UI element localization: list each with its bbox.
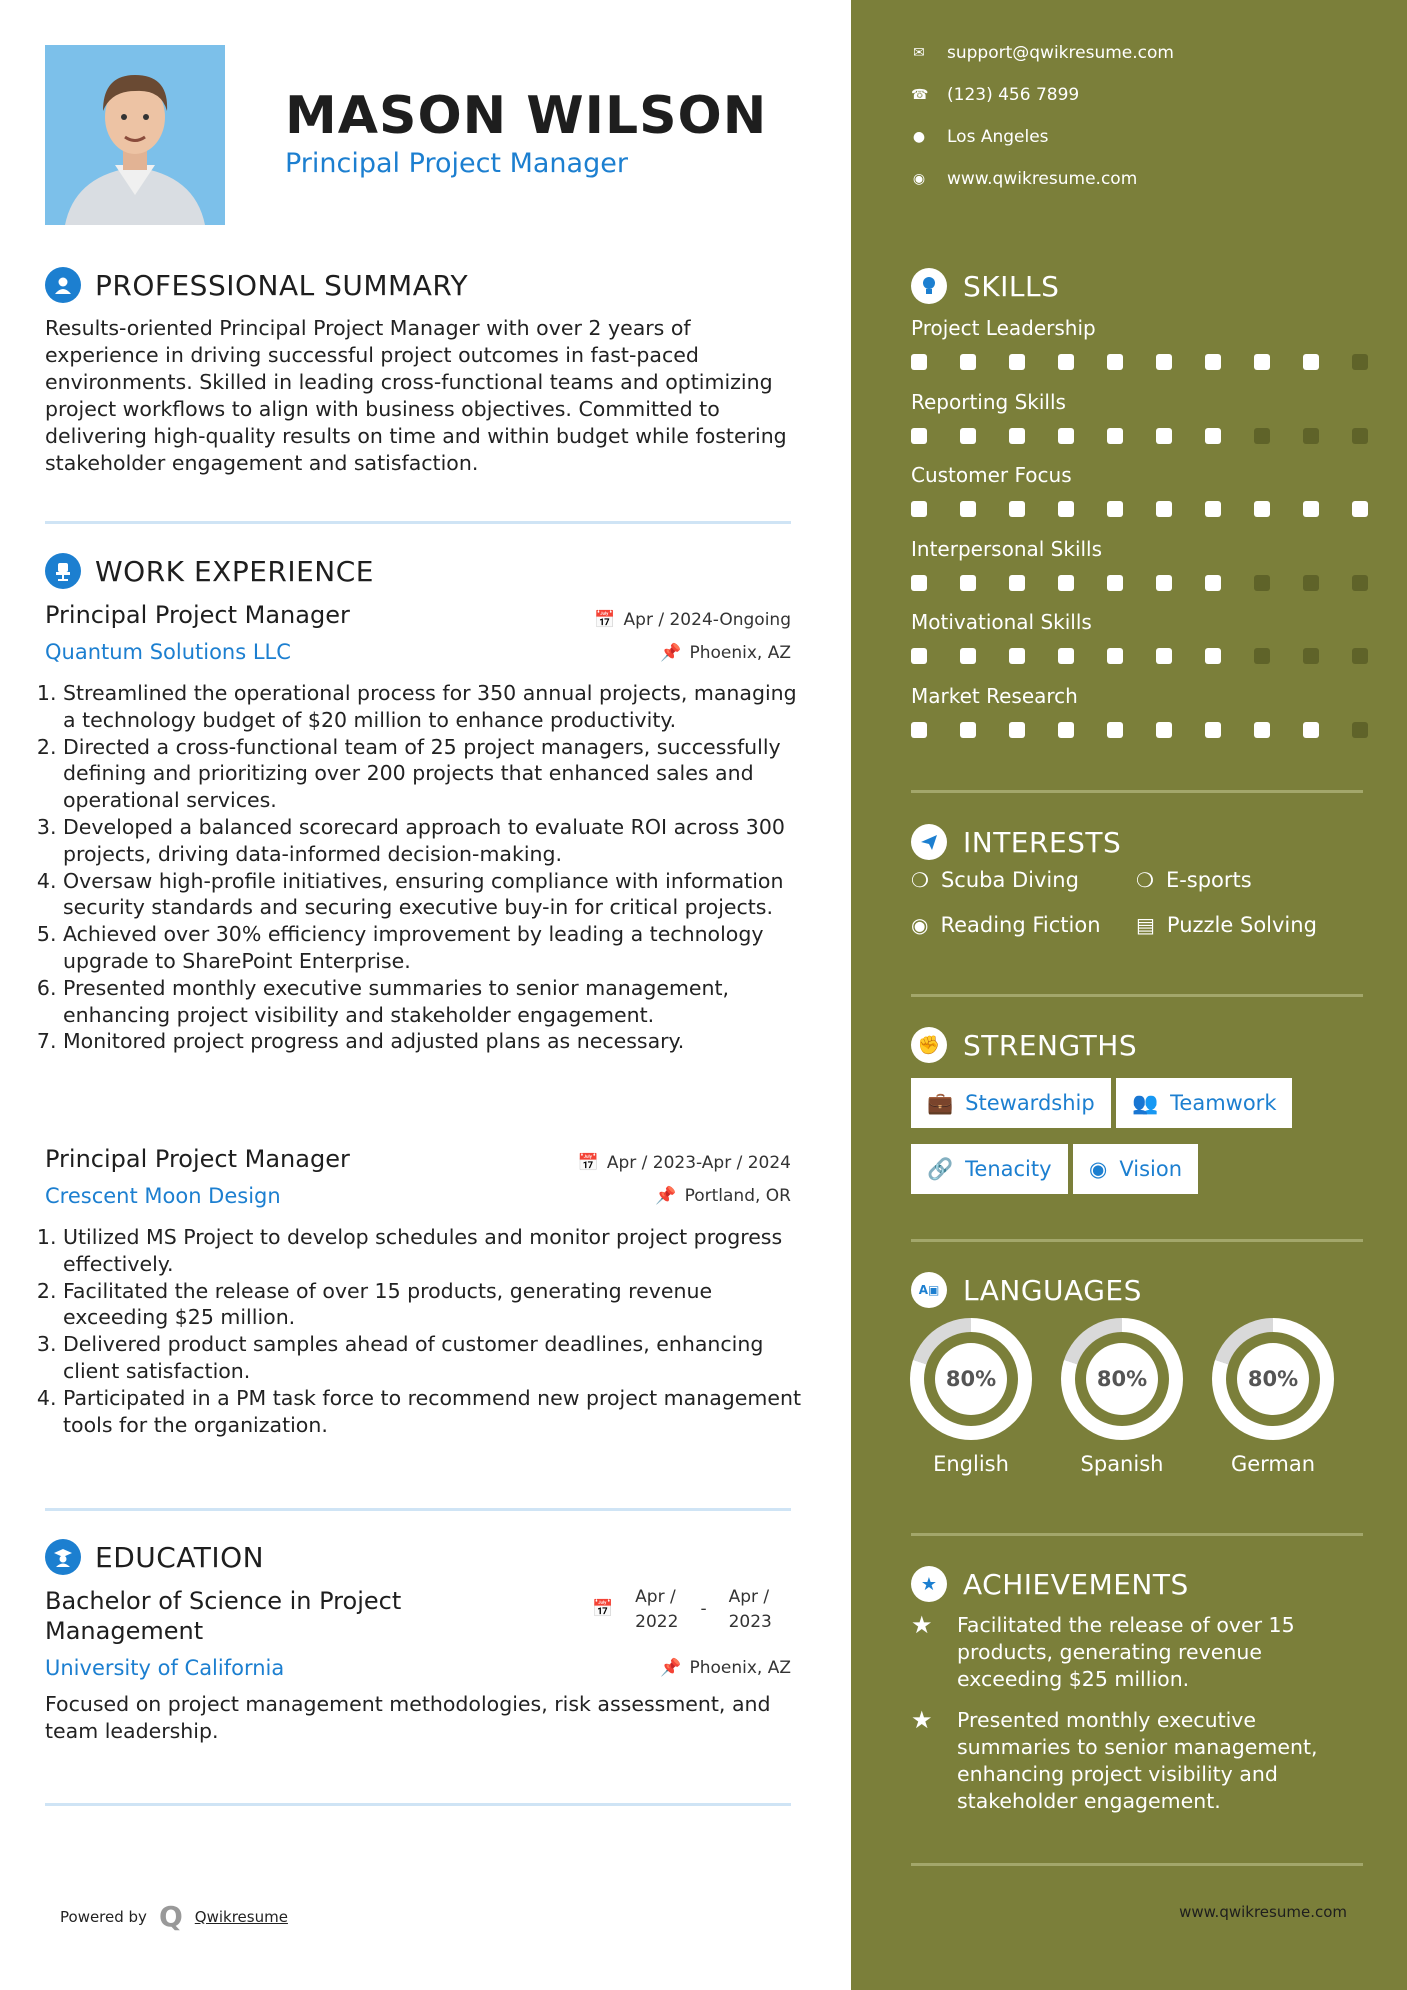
globe-icon: ◉ [912, 171, 926, 187]
achievement-item: ★ Presented monthly executive summaries to senior management, enhancing project visibility and stakeholder engagement. [911, 1706, 1318, 1813]
rating-dot [911, 428, 927, 444]
rating-dot [1009, 722, 1025, 738]
rating-dot [1254, 575, 1270, 591]
strength-chip: ◉ Vision [1073, 1144, 1198, 1194]
envelope-icon: ✉ [913, 45, 925, 61]
paper-plane-icon [911, 824, 947, 860]
interest-item: ❍ E-sports [1136, 868, 1252, 892]
rating-dot [1009, 354, 1025, 370]
rating-dot [960, 354, 976, 370]
rating-dot [1352, 428, 1368, 444]
rating-dot [911, 648, 927, 664]
rating-dot [1205, 354, 1221, 370]
summary-heading [45, 267, 468, 303]
rating-dot [1156, 575, 1172, 591]
rating-dot [1303, 722, 1319, 738]
avatar-icon [45, 45, 225, 225]
calendar-icon: 📅 [592, 1599, 614, 1619]
lightbulb-icon [911, 268, 947, 304]
language-item: 80% German [1212, 1318, 1334, 1476]
users-icon: 👥 [1132, 1090, 1159, 1115]
rating-dot [1303, 501, 1319, 517]
link-icon: 🔗 [927, 1156, 954, 1181]
divider [45, 1508, 791, 1511]
company-name: Crescent Moon Design [45, 1184, 281, 1208]
skill-label: Market Research [911, 683, 1078, 708]
translate-icon: A▣ [911, 1272, 947, 1308]
experience-heading [45, 553, 374, 589]
skill-rating [911, 575, 1368, 591]
rating-dot [1205, 501, 1221, 517]
lifebuoy-icon: ❍ [911, 868, 929, 892]
rating-dot [960, 722, 976, 738]
lifebuoy-icon: ❍ [1136, 868, 1154, 892]
strengths-title: STRENGTHS [963, 1028, 1138, 1062]
rating-dot [1009, 648, 1025, 664]
rating-dot [1009, 428, 1025, 444]
skill-label: Project Leadership [911, 316, 1096, 340]
rating-dot [960, 648, 976, 664]
powered-by: Powered by Q Qwikresume [60, 1900, 288, 1933]
graduate-icon [45, 1539, 81, 1575]
rating-dot [1205, 428, 1221, 444]
rating-dot [1156, 428, 1172, 444]
job-location: 📌 Phoenix, AZ [660, 643, 791, 663]
list-item: 1. Utilized MS Project to develop schedules and monitor project progress effectively. [63, 1224, 805, 1278]
skills-title: SKILLS [963, 269, 1060, 303]
skill-label: Reporting Skills [911, 389, 1066, 414]
list-item: 2. Facilitated the release of over 15 products, generating revenue exceeding $25 million. [63, 1278, 805, 1332]
list-item: 7. Monitored project progress and adjusted plans as necessary. [63, 1028, 805, 1055]
rating-dot [1058, 428, 1074, 444]
education-dates: 📅 Apr / 2022 - Apr / 2023 [592, 1585, 772, 1635]
school-name: University of California [45, 1656, 285, 1680]
skill-rating [911, 428, 1368, 444]
experience-title: WORK EXPERIENCE [95, 554, 374, 588]
rating-dot [911, 501, 927, 517]
rating-dot [1058, 722, 1074, 738]
pin-icon: 📌 [655, 1186, 677, 1206]
rating-dot [1254, 501, 1270, 517]
divider [45, 521, 791, 524]
divider [45, 1803, 791, 1806]
list-item: 4. Oversaw high-profile initiatives, ensuring compliance with information security standards and securing executive buy-in for critical projects. [63, 868, 805, 922]
rating-dot [960, 501, 976, 517]
education-location: 📌 Phoenix, AZ [660, 1658, 791, 1678]
rating-dot [1156, 354, 1172, 370]
fist-icon: ✊ [911, 1027, 947, 1063]
rating-dot [1205, 648, 1221, 664]
list-item: 3. Delivered product samples ahead of customer deadlines, enhancing client satisfaction. [63, 1331, 805, 1385]
calendar-icon: 📅 [577, 1153, 599, 1173]
rating-dot [1107, 722, 1123, 738]
star-icon: ★ [911, 1611, 933, 1639]
rating-dot [1254, 722, 1270, 738]
book-icon: ▤ [1136, 913, 1155, 937]
summary-text: Results-oriented Principal Project Manager with over 2 years of experience in driving successful project outcomes in fast-paced environments. Skilled in leading cross-functional teams and optimizing project workflows to align with business objectives. Committed to delivering high-quality results on time and within budget while fostering stakeholder engagement and satisfaction. [45, 316, 787, 475]
strength-chip: 🔗 Tenacity [911, 1144, 1068, 1194]
education-heading [45, 1539, 264, 1575]
skill-rating [911, 648, 1368, 664]
list-item: 2. Directed a cross-functional team of 25 project managers, successfully defining and prioritizing over 200 projects that enhanced sales and operational services. [63, 734, 805, 814]
profile-photo [45, 45, 225, 225]
skill-label: Customer Focus [911, 463, 1072, 487]
rating-dot [1352, 648, 1368, 664]
rating-dot [1107, 428, 1123, 444]
pin-icon: 📌 [660, 1658, 682, 1678]
rating-dot [1352, 722, 1368, 738]
job-dates: 📅 Apr / 2023-Apr / 2024 [577, 1153, 791, 1173]
list-item: 5. Achieved over 30% efficiency improvement by leading a technology upgrade to SharePoint Enterprise. [63, 921, 805, 975]
interest-item: ◉ Reading Fiction [911, 913, 1101, 937]
rating-dot [1009, 575, 1025, 591]
skill-rating [911, 501, 1368, 517]
interests-heading [911, 824, 1121, 860]
divider [911, 1239, 1363, 1242]
office-chair-icon [45, 553, 81, 589]
rating-dot [1352, 575, 1368, 591]
list-item: 4. Participated in a PM task force to recommend new project management tools for the organization. [63, 1385, 805, 1439]
strength-chip: 💼 Stewardship [911, 1078, 1111, 1128]
gamepad-icon: ◉ [911, 913, 929, 937]
divider [911, 1533, 1363, 1536]
phone-icon: ☎ [911, 87, 929, 103]
rating-dot [1303, 354, 1319, 370]
education-text: Focused on project management methodologies, risk assessment, and team leadership. [45, 1692, 771, 1743]
rating-dot [1009, 501, 1025, 517]
job-title: Principal Project Manager [45, 601, 350, 629]
achievement-item: ★ Facilitated the release of over 15 products, generating revenue exceeding $25 million. [911, 1611, 1295, 1691]
skills-heading [911, 268, 1059, 304]
rating-dot [960, 428, 976, 444]
language-progress-ring: 80% [1212, 1318, 1334, 1440]
achievements-title: ACHIEVEMENTS [963, 1567, 1189, 1601]
list-item: 1. Streamlined the operational process for 350 annual projects, managing a technology budget of $20 million to enhance productivity. [63, 680, 805, 734]
language-item: 80% English [910, 1318, 1032, 1476]
rating-dot [911, 575, 927, 591]
job-bullets [45, 680, 805, 1055]
interests-title: INTERESTS [963, 825, 1122, 859]
company-name: Quantum Solutions LLC [45, 640, 291, 664]
strength-chip: 👥 Teamwork [1116, 1078, 1292, 1128]
list-item: 3. Developed a balanced scorecard approach to evaluate ROI across 300 projects, driving data-informed decision-making. [63, 814, 805, 868]
rating-dot [1205, 722, 1221, 738]
education-title: EDUCATION [95, 1540, 265, 1574]
summary-title: PROFESSIONAL SUMMARY [95, 268, 469, 302]
language-progress-ring: 80% [910, 1318, 1032, 1440]
skill-rating [911, 354, 1368, 370]
job-title: Principal Project Manager [45, 1145, 350, 1173]
rating-dot [1107, 575, 1123, 591]
divider [911, 994, 1363, 997]
binoculars-icon: ◉ [1089, 1157, 1108, 1181]
rating-dot [911, 722, 927, 738]
footer-website[interactable]: www.qwikresume.com [1179, 1903, 1347, 1921]
rating-dot [1303, 648, 1319, 664]
degree-title: Bachelor of Science in Project Management [45, 1587, 402, 1645]
rating-dot [1058, 501, 1074, 517]
rating-dot [1107, 354, 1123, 370]
rating-dot [911, 354, 927, 370]
rating-dot [1303, 575, 1319, 591]
rating-dot [1156, 722, 1172, 738]
rating-dot [1205, 575, 1221, 591]
star-badge-icon: ★ [911, 1566, 947, 1602]
rating-dot [1058, 354, 1074, 370]
interest-item: ▤ Puzzle Solving [1136, 913, 1317, 937]
rating-dot [960, 575, 976, 591]
contact-website: ◉ www.qwikresume.com [912, 169, 1138, 189]
pin-icon: 📌 [660, 643, 682, 663]
rating-dot [1107, 648, 1123, 664]
strengths-heading [911, 1027, 1137, 1063]
divider [911, 790, 1363, 793]
rating-dot [1156, 501, 1172, 517]
user-icon [45, 267, 81, 303]
language-progress-ring: 80% [1061, 1318, 1183, 1440]
job-bullets [45, 1224, 805, 1438]
divider [911, 1863, 1363, 1866]
rating-dot [1254, 648, 1270, 664]
rating-dot [1303, 428, 1319, 444]
rating-dot [1352, 501, 1368, 517]
rating-dot [1058, 575, 1074, 591]
contact-location: ● Los Angeles [912, 127, 1049, 147]
sidebar [851, 0, 1407, 1990]
briefcase-icon: 💼 [927, 1090, 954, 1115]
star-icon: ★ [911, 1706, 933, 1734]
candidate-title: Principal Project Manager [285, 148, 628, 179]
achievements-heading [911, 1566, 1189, 1602]
job-dates: 📅 Apr / 2024-Ongoing [594, 610, 791, 630]
rating-dot [1107, 501, 1123, 517]
skill-rating [911, 722, 1368, 738]
rating-dot [1254, 428, 1270, 444]
list-item: 6. Presented monthly executive summaries to senior management, enhancing project visibility and stakeholder engagement. [63, 975, 805, 1029]
languages-heading [911, 1272, 1142, 1308]
rating-dot [1058, 648, 1074, 664]
contact-phone: ☎ (123) 456 7899 [911, 85, 1080, 105]
skill-label: Motivational Skills [911, 610, 1092, 634]
job-location: 📌 Portland, OR [655, 1186, 791, 1206]
calendar-icon: 📅 [594, 610, 616, 630]
candidate-name: MASON WILSON [285, 86, 768, 146]
contact-email: ✉ support@qwikresume.com [911, 43, 1174, 63]
rating-dot [1254, 354, 1270, 370]
rating-dot [1156, 648, 1172, 664]
interest-item: ❍ Scuba Diving [911, 868, 1079, 892]
map-pin-icon: ● [912, 129, 926, 145]
skill-label: Interpersonal Skills [911, 536, 1103, 561]
languages-title: LANGUAGES [963, 1273, 1142, 1307]
brand-link[interactable]: Qwikresume [194, 1907, 288, 1926]
rating-dot [1352, 354, 1368, 370]
qwikresume-logo-icon: Q [158, 1900, 183, 1933]
language-item: 80% Spanish [1061, 1318, 1183, 1476]
